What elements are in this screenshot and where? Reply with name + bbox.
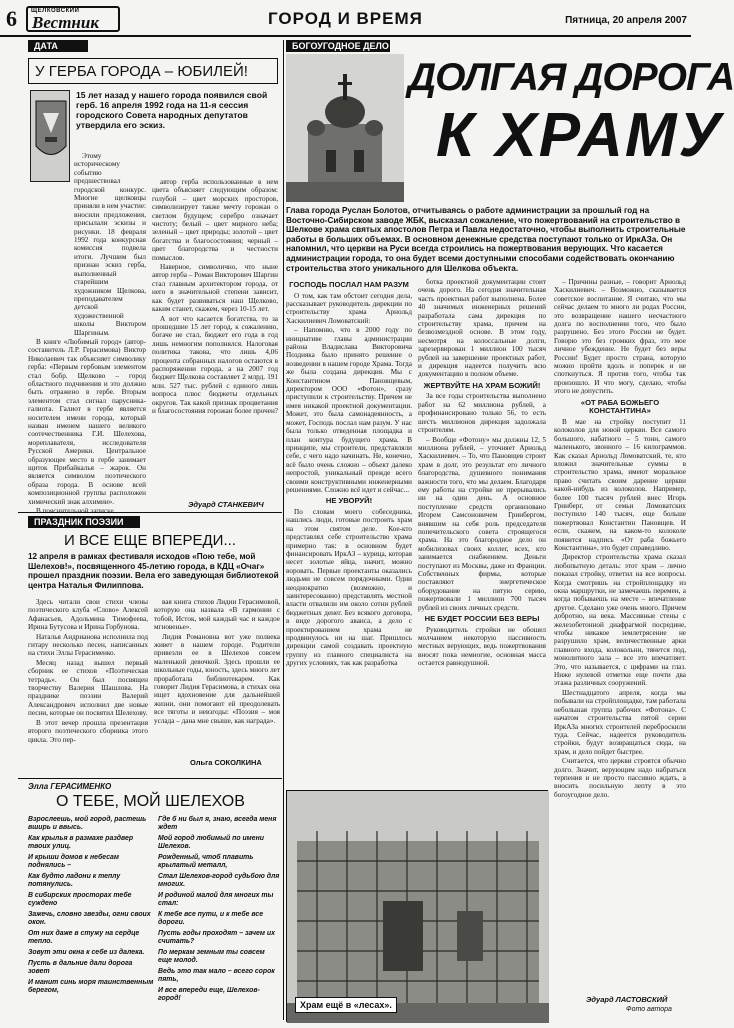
rubric-poetry: ПРАЗДНИК ПОЭЗИИ <box>28 516 140 528</box>
paragraph: – Вообще «Фотону» мы должны 12, 5 миллиона рублей, – уточняет Арнольд Хаскилиевич. – То, что Пановщев строит храм в долг, это результат его личного благородства, душевного понимания важности того, что мы делаем. Благодаря ему работы на стройке не прерывались ни на один день. А основное поступление средств организовано Игорем Самсоновичем Гринбергом, внявшим на себя роль председателя попечительского совета строящегося храма. На это благородное дело он мобилизовал своих коллег, всех, кто занимается снабжением. Деньги поступают из Москвы, даже из Франции. Собственных фирмы, которые поставляют энергетическое оборудование на пятую серию, пожертвовали 1 миллион 700 тысяч рублей из своих личных средств. <box>418 435 546 612</box>
subhead: НЕ УВОРУЙ! <box>325 496 373 506</box>
lead-text: 15 лет назад у нашего города появился свой герб. 16 апреля 1992 года на 11-я сессия городского Совета народных депутатов утвердила его эскиз. <box>76 90 268 130</box>
section-divider <box>18 778 282 779</box>
poem-line: Стал Шелехов-город судьбою для многих. <box>158 873 280 888</box>
poem-line: Рожденный, чтоб плавить крылатый металл, <box>158 854 254 869</box>
poem-column-left <box>28 816 154 1022</box>
temple-byline: Эдуард ЛАСТОВСКИЙ <box>586 995 668 1004</box>
headline: У ГЕРБА ГОРОДА – ЮБИЛЕЙ! <box>35 63 248 80</box>
headline-box <box>28 58 278 84</box>
column-1 <box>28 152 147 506</box>
paragraph: За все годы строительства выполнено работ на 62 миллиона рублей, а профинансировано только 56, то есть шесть миллионов дирекция задолжала строителям. <box>418 392 546 435</box>
paragraph: Наталья Андрианова исполнила под гитару несколько песен, написанных на стихи Эллы Герасименко. <box>28 632 148 658</box>
paragraph: О том, как там обстоит сегодня дела, рассказывает руководитель дирекции по строительству храма Арнольд Хаскилиевич Ломоватский: <box>286 291 412 325</box>
subhead: ГОСПОДЬ ПОСЛАЛ НАМ РАЗУМ <box>289 280 409 289</box>
poem-line: Как будто ладони к теплу потянулись. <box>28 873 121 888</box>
brand-name: Вестник <box>32 13 99 32</box>
masthead <box>0 0 691 38</box>
paragraph: ботка проектной документации стоит очень дорого. На сегодня значительная часть проектных работ выполнена. Более 40 значимых инженерных решений разработала сама дирекция по строительству храма, причем на безвозмездной основе. В этом году, несмотря на колоссальные долги, зарезервирован 1 миллион 100 тысяч рублей на завершение проектных работ, и дирекция надеется получить всю документацию в полном объеме. <box>418 278 546 379</box>
poem-line: И родиной малой для многих ты стал: <box>158 892 274 907</box>
poem-line: К тебе все пути, и к тебе все дороги. <box>158 911 264 926</box>
poem-line: Мой город любимый по имени Шелехов. <box>158 835 264 850</box>
poem-line: Ведь это так мало – всего сорок пять, <box>158 968 275 983</box>
poem-line: Взрослеешь, мой город, растешь вширь и ввысь. <box>28 816 147 831</box>
subhead: «ОТ РАБА БОЖЬЕГО КОНСТАНТИНА» <box>580 397 660 416</box>
temple-headline-line1: ДОЛГАЯ ДОРОГА <box>408 56 734 99</box>
paragraph: Месяц назад вышел первый сборник ее стихов «Поэтическая тетрадь». Он был посвящен творчеству Валерия Шашлова. На празднике поэзии Валерий Александрович исполнил две новые песни, которые он посвятил Шелехову. <box>28 658 148 718</box>
rubric-charity: БОГОУГОДНОЕ ДЕЛО <box>286 40 390 52</box>
paragraph: Здесь читали свои стихи члены поэтического клуба «Слово» Алексей Афанасьев, Адольмина Тимофеева, Ирина Бутусова и Ирина Горбунова. <box>28 598 148 632</box>
temple-article <box>286 40 734 1024</box>
poem-line: Пусть годы проходят – зачем их считать? <box>158 930 275 945</box>
paragraph: В книге «Любимый город» (автор-составитель Л.Р. Герасимова) Виктор Николаевич так объясняет символику герба: «Первым гербовым элементом стал бобр. Щелково – город областного подчинения и это должно быть отражено в гербе. Вторым элементом стал сигнал парусника-галиота. Галиот в гербе является носителем имени города, который назван именем нашего великого соотечественника Г.И. Шелехова, мореплавателя, исследователя Русской Америки. Центральное образующее место в гербе занимает щиток Прибайкалья – жарок. Он является символом поэтического образа города. В основе всей композиционной группы расположен химический знак алхимии». <box>28 337 146 506</box>
paragraph: Руководитель стройки не обошел молчанием некоторую пассивность местных верующих, ведь пожертвования вносят пока немногие, основная масса остается равнодушной. <box>418 625 546 668</box>
photo-caption: Храм ещё в «лесах». <box>295 997 397 1013</box>
paragraph: автор герба использованные в нем цвета объясняет следующим образом: голубой – цвет морских просторов, символизирует также мечту горожан о светлом будущем; серебро означает чистоту; белый – цвет мирного неба; зеленый – цвет природы; золотой – цвет богатства и благосостояния; черный – цвет благородства и честности помыслов. <box>152 178 278 262</box>
paragraph: Директор строительства храма сказал любопытную деталь: этот храм – лично показал стройку, ответил на все вопросы. Когда смотришь на стройплощадку из окна маршрутки, не замечаешь перемен, а когда побываешь на месте – впечатление другое. Сделано уже очень много. Причем добротно, на века. Массивные стены с железобетонной диафрагмой посредине, чтобы никакое землетрясение не разрушило храм, величественные арки главного входа, колокольни, тянется под, монолитного зала – все это впечатляет. Это, что называется, с цифрами на глаз. Ниже нулевой отметки еще почти два этажа различных сооружений. <box>554 553 686 688</box>
subhead: ЖЕРТВУЙТЕ НА ХРАМ БОЖИЙ! <box>423 380 541 390</box>
masthead-divider <box>0 35 691 37</box>
poem-author: Элла ГЕРАСИМЕНКО <box>28 782 112 791</box>
poem-line: Зовут эти окна к себе из далека. <box>28 949 145 956</box>
paragraph: Этому историческому событию предшествовал городской конкурс. Многие щелковцы приняли в нем участие: вносили предложения, присылали эскизы и рисунки. 18 февраля 1992 года конкурсная комиссия подвела итоги. Лучшим был признан эскиз герба, выполненный старейшим художником Щелкова, преподавателем детской художественной школы Виктором Шаргиным. <box>74 152 147 337</box>
paragraph: В этот вечер прошла презентация второго поэтического сборника этого цикла. Это пер- <box>28 718 148 744</box>
poem-line: Где б ни был я, знаю, всегда меня ждет <box>158 816 277 831</box>
poetry-headline: И ВСЕ ЕЩЕ ВПЕРЕДИ... <box>64 532 236 549</box>
poetry-lead: 12 апреля в рамках фестиваля исходов «Пою тебе, мой Шелехов!», посвященного 45-летию города, в КДЦ «Очаг» прошел праздник поэзии. Вела его заведующая библиотекой центра Наталья Филиппова. <box>28 552 279 590</box>
poem-line: Зажечь, словно звезды, огни своих окон. <box>28 911 151 926</box>
paragraph: В мае на стройку поступит 11 колоколов для новой церкви. Все самого большого, набатного – 5 тонн, самого маленького, звонного – 16 килограммов. Как сказал Арнольд Ломоватский, те, кто вложил значительные суммы в строительство храма, имеют моральное право считать своим дарение церкви какой-нибудь из колоколов. Например, более 100 тысяч рублей внес Игорь Гринберг, от семьи Ломоватских поступило 140 тысяч, еще больше пожертвовал Константин Пановщев. И если, скажем, на каком-то колоколе появится надпись «От раба божьего Константина», это будет справедливо. <box>554 417 686 552</box>
poem-line: И крыши домов к небесам поднялись – <box>28 854 119 869</box>
rubric-date: ДАТА <box>28 40 88 52</box>
section-title: ГОРОД И ВРЕМЯ <box>268 9 423 28</box>
byline: Эдуард СТАНКЕВИЧ <box>188 500 264 509</box>
paragraph: – Причины разные, – говорит Арнольд Хаскилиевич. – Возможно, сказывается советское воспитание. Я считаю, что мы сейчас делаем то много ли родах России, это возвращение нашего несчастного долга по восполнении того, что было разрушено. Без этого России не будет. Говорю это без громких фраз, это мое личное убеждение. Не будет без веры России! Будет просто страна, которую можно пройти вдоль и поперек и не споткнуться. Я против того, чтобы так произошло. И что могу, сделаю, чтобы этого не допустить. <box>554 278 686 396</box>
brand-logo <box>26 6 120 32</box>
photo-credit: Фото автора <box>626 1006 672 1013</box>
poetry-byline: Ольга СОКОЛКИНА <box>190 758 262 767</box>
poem-column-right <box>158 816 280 1022</box>
temple-column-1 <box>286 278 412 668</box>
poem-line: По меркам земным ты совсем еще молод. <box>158 949 265 964</box>
poem-block <box>0 778 282 1024</box>
paragraph: Считается, что церкви строятся обычно долго. Значит, верующим надо набраться терпения и не просто пассивно ждать, а вносить посильную лепту в это богоугодное дело. <box>554 757 686 799</box>
section-divider <box>18 512 282 513</box>
poetry-column-1 <box>28 598 148 766</box>
paragraph: Наверное, символично, что ныне автор герба – Роман Викторович Шаргин стал главным архитектором города, от него в значительной степени зависит, как будет развиваться наш Щелково, каким станет, скажем, через 10-15 лет. <box>152 263 278 314</box>
brand-top-text: ЩЕЛКОВСКИЙ <box>31 8 80 14</box>
poem-title: О ТЕБЕ, МОЙ ШЕЛЕХОВ <box>56 793 245 810</box>
paragraph: По словам моего собеседника, нашлись люди, готовые построить храм на этом святом деле. Кое-кто представлял себе строительство храма примерно так: в основном будет финансировать ИркАЗ – курица, которая несет золотые яйца, значит, можно воровать. Первые проектанты оказались людьми не совсем порядочными. Одни неоднократно (возможно, и заинтересованно) представлять местной власти отвалили им около сотни рублей бюджетных денег. Без всякого договора, в виде дорогого аванса, а дело с проектированием храма не продвинулось ни на шаг. Пришлось дирекции самой создавать проектную группу из главного специалиста на других условиях, так как разработка <box>286 507 412 668</box>
temple-headline-line2: К ХРАМУ <box>436 101 723 170</box>
poem-line: От них даже в стужу на сердце тепло. <box>28 930 140 945</box>
poetry-column-2 <box>154 598 280 756</box>
page-number: 6 <box>6 6 17 31</box>
column-divider <box>283 40 284 1020</box>
paragraph: Шестнадцатого апреля, когда мы побывали на стройплощадке, там работала небольшая группа рабочих «Фотона». С начатом строительства пятой серии ИркАЗа многих строителей переброскили туда. Сейчас, надеется руководитель стройки, будут возвращаться сюда, на храм, и дело пойдет быстрее. <box>554 688 686 756</box>
paragraph: А вот что касается богатства, то за прошедшие 15 лет город, к сожалению, богаче не стал, бюджет его года в год лишь немногим пополнялся. Налоговая политика такова, что лишь 4,06 процента собранных налогов остаются в распоряжении города, а на 2007 год бюджет Щелкова составляет 2 млрд. 191 млн. 527 тыс. рублей с единого лишь вопроса плюс бюджеты отдельных округов. Так какой признак процветания и благосостояния горожан более прочен? <box>152 314 278 415</box>
temple-lead: Глава города Руслан Болотов, отчитываясь о работе администрации за прошлый год на Восточно-Сибирском заводе ЖБК, высказал сожаление, что пожертвований на строительство в Шелкове храма святых апостолов Петра и Павла недостаточно, чтобы выполнить строительные работы в больших объемах. В основном денежные средства поступают только от ИркАЗа. Он напомнил, что церкви на Руси всегда строились на пожертвования верующих. Что касается администрации города, то она будет всеми доступными способами содействовать окончанию строительства этого уникального для Шелкова объекта. <box>286 206 686 273</box>
column-2 <box>152 178 278 498</box>
temple-column-2 <box>418 278 546 798</box>
issue-date: Пятница, 20 апреля 2007 <box>565 15 687 26</box>
poem-line: Как крылья в размахе раздвер твоих улиц. <box>28 835 134 850</box>
church-photo <box>286 54 404 202</box>
temple-column-3 <box>554 278 686 988</box>
poem-line: И все впереди еще, Шелехов-город! <box>158 987 260 1002</box>
poem-line: И манит синь моря таинственным берегом, <box>28 979 154 994</box>
poem-line: В сибирских просторах тебе суждено <box>28 892 132 907</box>
subhead: НЕ БУДЕТ РОССИИ БЕЗ ВЕРЫ <box>424 614 540 624</box>
paragraph: Лидия Романовна вот уже полвека живет в нашем городе. Родители привезли ее в Шелехов совсем маленькой девочкой. Здесь прошли ее школьные годы, юность, здесь много лет проработала библиотекарем. Как говорит Лидия Герасимова, в стихах она ищет вдохновение для дальнейшей жизни, они помогают ей преодолевать все тяготы и невзгоды: «Поэзия – моя услада – дана мне свыше, как награда». <box>154 632 280 725</box>
left-article <box>0 40 282 510</box>
paragraph: вая книга стихов Лидии Герасимовой, которую она назвала «В гармонии с тобой, Исток, мой каждый час и каждое мгновенье». <box>154 598 280 632</box>
poem-line: Пусть в дальние дали дорога зовет <box>28 960 133 975</box>
poetry-article <box>0 512 282 774</box>
construction-photo <box>286 790 548 1022</box>
paragraph: – Напомню, что в 2000 году по инициативе главы администрации района Владислава Викторовича Поздняка было принято решение о возведении в нашем городе Храма. Тогда же была создана дирекция. Мы с Константином Пановщевым, директором ООО «Фотон», сразу приступили к строительству. Причем не имея никакой проектной документации. Может, это была самонадеянность, а может, Господь послал нам разум. У нас была только отведенная площадка и план контура будущего храма. В принципе, мы строители, представляли себе, с чего надо начинать. Не, конечно, всё было очень сложно – объект далеко непростой, уникальный прежде всего своими конструктивными инженерными решениями. Сложно всё идет и сейчас... <box>286 326 412 494</box>
